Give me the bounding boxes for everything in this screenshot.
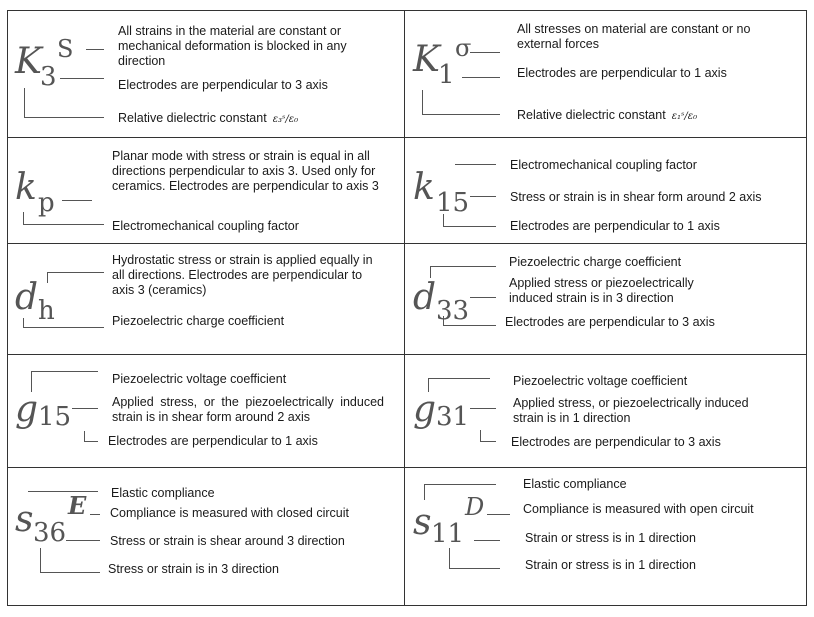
label-condition: All strains in the material are constant or mechanical deformation is blocked in any direction xyxy=(118,24,347,68)
label-property: Piezoelectric charge coefficient xyxy=(509,255,682,269)
symbol-superscript: E xyxy=(68,491,87,520)
label-direction-2: Stress or strain is in 3 direction xyxy=(108,562,279,576)
symbol-base: K xyxy=(413,39,440,80)
label-property: Elastic compliance xyxy=(111,486,215,500)
label-electrodes: Electrodes are perpendicular to 1 axis xyxy=(510,219,720,233)
symbol-g31 xyxy=(413,389,470,432)
symbol-base: d xyxy=(413,277,437,318)
symbol-subscript: 31 xyxy=(436,402,470,432)
symbol-superscript: D xyxy=(465,493,485,521)
label-property-text: Relative dielectric constant xyxy=(118,111,267,125)
label-condition: Stress or strain is in shear form around 2 axis xyxy=(510,190,762,204)
symbol-base: k xyxy=(413,167,435,208)
symbol-subscript: 15 xyxy=(38,402,72,432)
label-electrodes: Electrodes are perpendicular to 3 axis xyxy=(505,315,715,329)
symbol-s11d xyxy=(413,493,485,549)
symbol-subscript: p xyxy=(38,188,55,218)
symbol-d33 xyxy=(413,277,470,326)
label-property: Piezoelectric voltage coefficient xyxy=(513,374,688,388)
label-condition: Applied stress, or piezoelectrically induced strain is in 1 direction xyxy=(513,396,749,425)
label-property xyxy=(517,108,797,124)
label-condition: Compliance is measured with open circuit xyxy=(523,502,754,516)
symbol-base: g xyxy=(413,389,437,430)
symbol-kp xyxy=(15,167,55,218)
label-condition: Compliance is measured with closed circuit xyxy=(110,506,349,520)
symbol-subscript: 15 xyxy=(436,188,470,218)
label-electrodes: Electrodes are perpendicular to 3 axis xyxy=(511,435,721,449)
label-electrodes: Electrodes are perpendicular to 3 axis xyxy=(118,78,328,92)
label-condition: All stresses on material are constant or no external forces xyxy=(517,22,751,51)
label-property-text: Relative dielectric constant xyxy=(517,108,666,122)
symbol-base: g xyxy=(15,389,39,430)
symbol-subscript: h xyxy=(38,296,55,326)
symbol-s36e xyxy=(15,491,87,548)
dielectric-ratio: ε₁ˢ/ε₀ xyxy=(671,111,698,122)
symbol-k15 xyxy=(413,167,470,218)
symbol-subscript: 36 xyxy=(33,518,67,548)
symbol-subscript: 11 xyxy=(431,519,465,549)
label-condition: Hydrostatic stress or strain is applied equally in all directions. Electrodes are perpendicular to axis 3 (ceramics) xyxy=(112,253,373,297)
label-condition: Applied stress, or the piezoelectrically induced strain is in shear form around 2 axis xyxy=(112,395,384,424)
label-condition: Applied stress or piezoelectrically induced strain is in 3 direction xyxy=(509,276,694,305)
label-electrodes: Electrodes are perpendicular to 1 axis xyxy=(108,434,318,448)
symbol-k3s xyxy=(15,35,74,92)
symbol-dh xyxy=(15,277,55,326)
label-property xyxy=(118,111,398,127)
label-condition: Planar mode with stress or strain is equal in all directions perpendicular to axis 3. Used only for ceramics. Electrodes are perpendicular to axis 3 xyxy=(112,149,379,193)
symbol-k1sigma xyxy=(413,34,472,90)
symbol-superscript: S xyxy=(57,35,74,63)
label-direction-2: Strain or stress is in 1 direction xyxy=(525,558,696,572)
label-property: Electromechanical coupling factor xyxy=(510,158,697,172)
label-property: Electromechanical coupling factor xyxy=(112,219,299,233)
symbol-base: s xyxy=(413,502,432,543)
label-electrodes: Electrodes are perpendicular to 1 axis xyxy=(517,66,727,80)
label-property: Piezoelectric charge coefficient xyxy=(112,314,285,328)
symbol-superscript: σ xyxy=(455,34,472,62)
symbol-subscript: 33 xyxy=(436,296,470,326)
label-property: Elastic compliance xyxy=(523,477,627,491)
symbol-g15 xyxy=(15,389,72,432)
dielectric-ratio: ε₃ˢ/ε₀ xyxy=(272,114,299,125)
symbol-base: d xyxy=(15,277,39,318)
symbol-subscript: 1 xyxy=(438,60,455,90)
symbol-subscript: 3 xyxy=(40,62,57,92)
label-property: Piezoelectric voltage coefficient xyxy=(112,372,287,386)
symbol-base: k xyxy=(15,167,37,208)
label-direction: Strain or stress is in 1 direction xyxy=(525,531,696,545)
label-direction: Stress or strain is shear around 3 direction xyxy=(110,534,345,548)
symbol-base: K xyxy=(15,41,42,82)
symbol-base: s xyxy=(15,499,34,540)
